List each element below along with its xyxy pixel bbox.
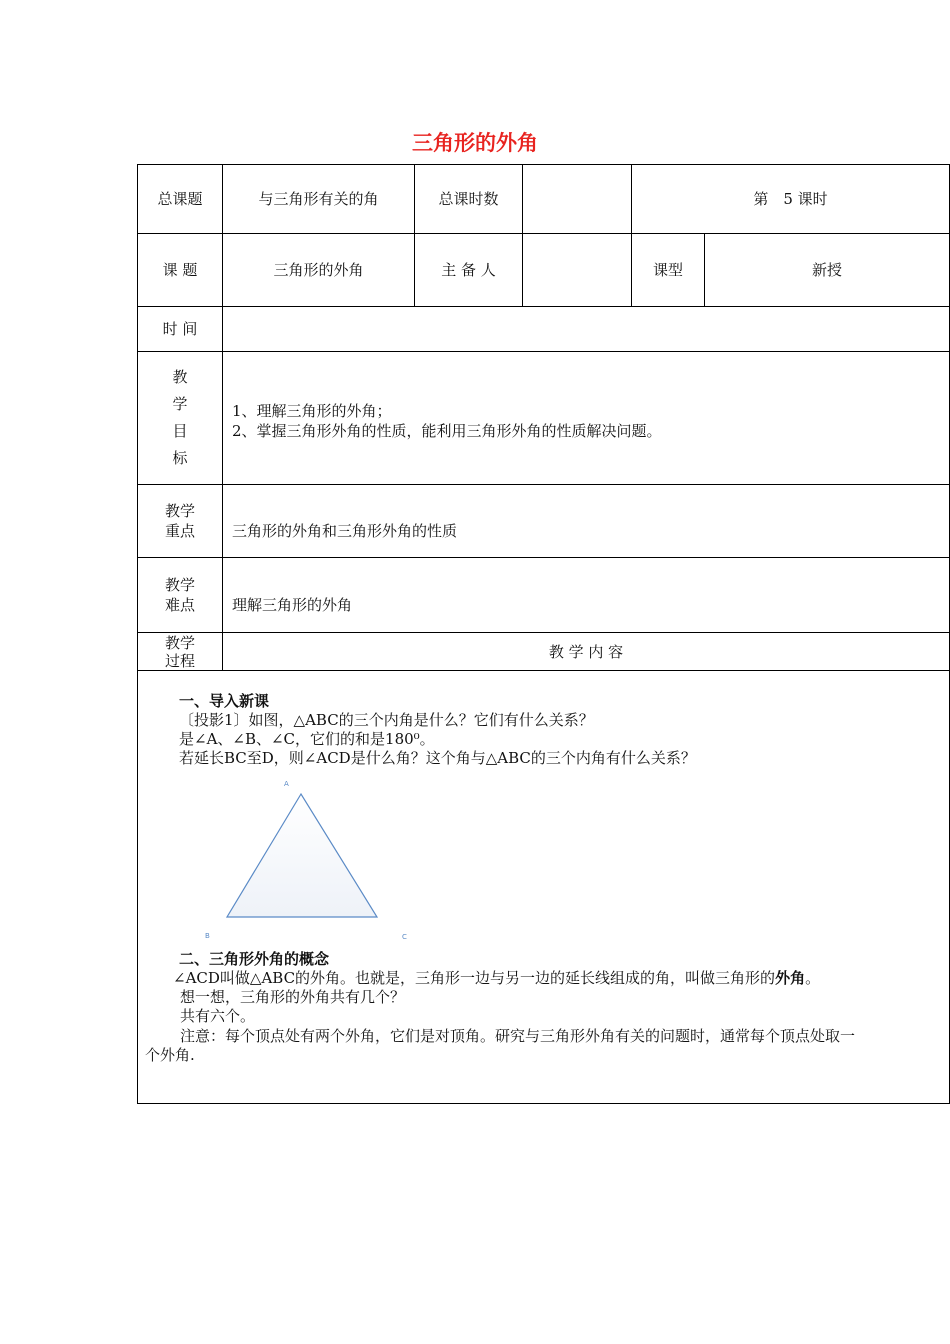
label-time: 时 间 [162,320,198,338]
lesson-number: 第 5 课时 [753,190,828,208]
label-line: 教学 [164,633,195,652]
label-char: 学 [172,395,188,413]
total-topic-value: 与三角形有关的角 [258,190,379,208]
section2-heading: 二、三角形外角的概念 [179,950,330,968]
s2-line: 共有六个。 [180,1007,256,1025]
lesson-type-value: 新授 [811,261,842,279]
label-line: 重点 [164,522,195,540]
vertex-label-a: A [284,780,289,788]
label-line: 教学 [164,502,195,520]
triangle-abc [227,794,377,917]
topic-value: 三角形的外角 [273,261,364,279]
label-difficulties [137,557,223,633]
process-content-header: 教 学 内 容 [548,642,624,661]
s2-text: 。 [805,969,821,987]
label-objectives [137,351,223,485]
label-line: 难点 [164,596,195,614]
label-lesson-type: 课型 [652,261,683,279]
label-char: 标 [172,449,188,467]
label-total-hours: 总课时数 [438,190,499,208]
key-points-text: 三角形的外角和三角形外角的性质 [232,522,458,540]
label-key-points [137,484,223,558]
s1-line: 若延长BC至D，则∠ACD是什么角？这个角与△ABC的三个内角有什么关系？ [179,749,696,767]
s2-line: 想一想，三角形的外角共有几个？ [180,988,406,1006]
vertex-label-c: C [402,933,407,941]
s2-line: 个外角. [145,1046,195,1064]
label-preparer: 主 备 人 [441,261,496,279]
difficulties-text: 理解三角形的外角 [232,596,353,614]
s2-line [173,969,820,988]
label-char: 目 [172,422,188,440]
label-total-topic: 总课题 [157,190,203,208]
objective-item: 2、掌握三角形外角的性质，能利用三角形外角的性质解决问题。 [232,422,662,440]
label-line: 过程 [164,651,195,670]
term-exterior-angle: 外角 [775,969,806,987]
preparer-value [522,233,632,307]
s1-line: 是∠A、∠B、∠C，它们的和是180⁰。 [179,730,435,748]
time-value [222,306,950,352]
section1-heading: 一、导入新课 [179,692,270,710]
vertex-label-b: B [205,932,210,940]
s1-line: 〔投影1〕如图，△ABC的三个内角是什么？它们有什么关系？ [179,711,594,729]
s2-line: 注意：每个顶点处有两个外角，它们是对顶角。研究与三角形外角有关的问题时，通常每个顶点处取一 [180,1027,856,1045]
table-border-bottom [137,1103,950,1104]
objectives-list [232,401,662,441]
page-title: 三角形的外角 [412,131,538,155]
label-char: 教 [172,368,188,386]
label-line: 教学 [164,576,195,594]
label-process [137,632,223,671]
objective-item: 1、理解三角形的外角； [232,402,392,420]
label-topic: 课 题 [162,261,198,279]
total-hours-value [522,164,632,234]
s2-text: ∠ACD叫做△ABC的外角。也就是，三角形一边与另一边的延长线组成的角，叫做三角形的 [173,969,776,987]
triangle-figure [197,776,417,946]
